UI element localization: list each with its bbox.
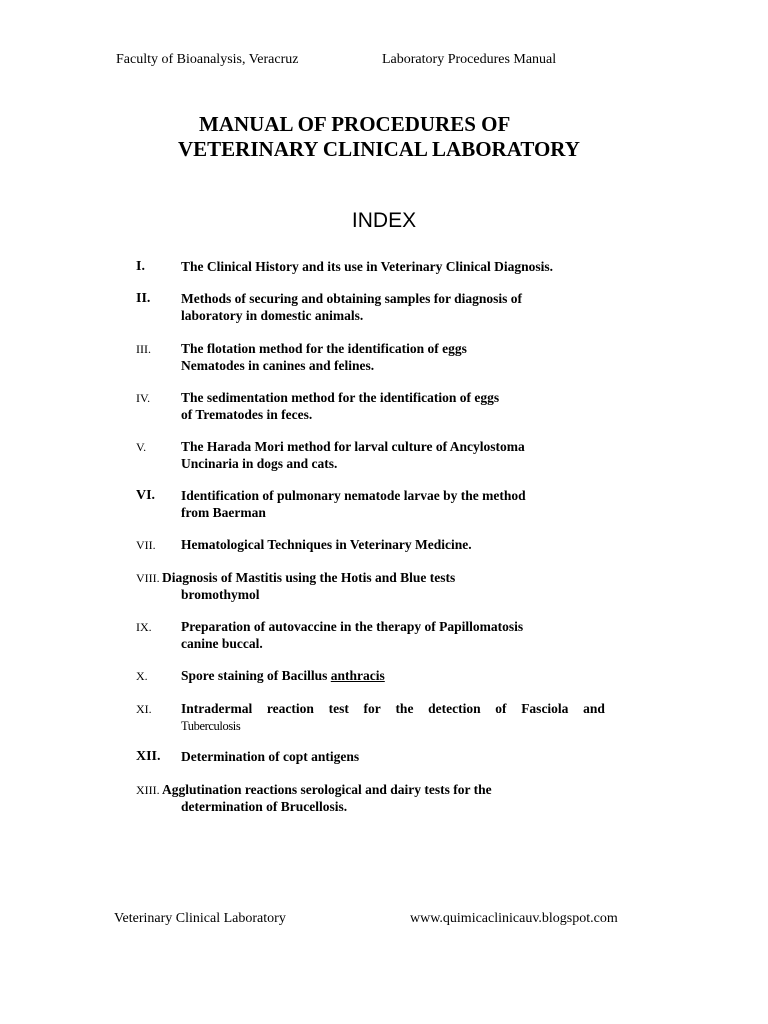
entry-text-continued: Nematodes in canines and felines. [181, 357, 375, 373]
entry-number: X. [136, 669, 148, 683]
entry-text-continued: from Baerman [181, 504, 266, 520]
entry-text: Methods of securing and obtaining samples for diagnosis of [181, 291, 523, 306]
entry-text: Identification of pulmonary nematode larvae by the method [181, 488, 526, 503]
index-entry-1 [136, 259, 606, 276]
entry-text: Hematological Techniques in Veterinary Medicine. [181, 537, 472, 552]
entry-text: The sedimentation method for the identification of eggs [181, 390, 500, 405]
index-entry-13 [136, 782, 606, 815]
entry-text-continued: determination of Brucellosis. [181, 798, 348, 814]
entry-text-continued: Tuberculosis [181, 718, 241, 733]
entry-text [181, 668, 606, 685]
entry-text-plain: Spore staining of Bacillus [181, 668, 331, 683]
entry-number: VI. [136, 488, 156, 503]
index-entry-3 [136, 341, 606, 374]
title-line-2: VETERINARY CLINICAL LABORATORY [178, 137, 580, 161]
index-entry-12 [136, 749, 606, 766]
entry-text: Agglutination reactions serological and dairy tests for the [162, 782, 492, 797]
entry-number: I. [136, 259, 145, 274]
entry-text-continued: laboratory in domestic animals. [181, 307, 364, 323]
entry-number: VIII. [136, 571, 160, 585]
entry-text: Diagnosis of Mastitis using the Hotis and Blue tests [162, 570, 456, 585]
entry-text-continued: canine buccal. [181, 635, 263, 651]
entry-text-continued: Uncinaria in dogs and cats. [181, 455, 338, 471]
underline-blank [385, 668, 457, 680]
index-entry-10 [136, 668, 606, 685]
entry-text: The Clinical History and its use in Veterinary Clinical Diagnosis. [181, 259, 554, 274]
entry-text: The flotation method for the identification of eggs [181, 341, 467, 356]
header-left: Faculty of Bioanalysis, Veracruz [116, 52, 299, 67]
index-entry-5 [136, 439, 606, 472]
entry-number: IX. [136, 620, 152, 634]
entry-text-underlined: anthracis [330, 668, 385, 683]
entry-text: Preparation of autovaccine in the therapy of Papillomatosis [181, 619, 524, 634]
entry-number: VII. [136, 538, 156, 552]
entry-number: IV. [136, 391, 151, 405]
entry-text: Determination of copt antigens [181, 749, 360, 764]
index-heading: INDEX [351, 209, 417, 232]
entry-text: Intradermal reaction test for the detection of Fasciola and [181, 701, 605, 716]
index-entry-7 [136, 537, 606, 554]
entry-number: II. [136, 291, 151, 306]
entry-number: XIII. [136, 783, 160, 797]
header-right: Laboratory Procedures Manual [382, 52, 557, 67]
footer-left: Veterinary Clinical Laboratory [114, 911, 286, 926]
index-entry-2 [136, 291, 606, 324]
index-entry-6 [136, 488, 606, 521]
entry-text-continued: bromothymol [181, 586, 260, 602]
entry-number: XII. [136, 749, 161, 764]
title-line-1: MANUAL OF PROCEDURES OF [199, 112, 511, 136]
entry-number: XI. [136, 702, 152, 716]
entry-text: The Harada Mori method for larval culture of Ancylostoma [181, 439, 525, 454]
index-entry-4 [136, 390, 606, 423]
entry-number: III. [136, 342, 151, 356]
index-entry-11 [136, 701, 606, 734]
entry-number: V. [136, 440, 147, 454]
footer-right: www.quimicaclinicauv.blogspot.com [410, 911, 618, 926]
index-entry-9 [136, 619, 606, 652]
entry-text-continued: of Trematodes in feces. [181, 406, 313, 422]
index-entry-8 [136, 570, 606, 603]
